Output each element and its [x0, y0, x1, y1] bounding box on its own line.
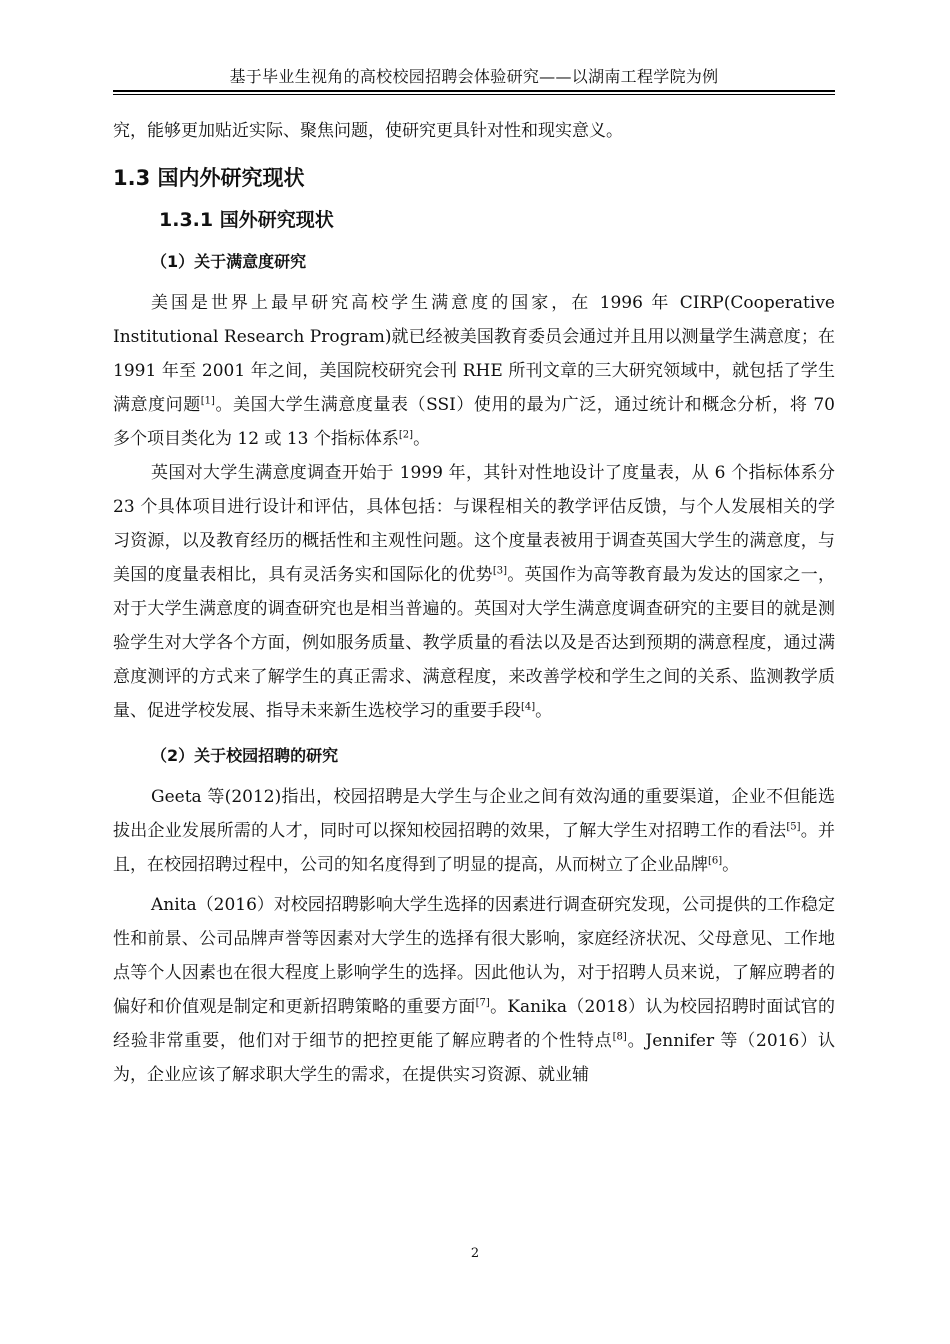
paragraph-text: 美国是世界上最早研究高校学生满意度的国家，在 1996 年 CIRP(Cooperative Institutional Research Program)就已经被美国教育委员会通过并且用以测量学生满意度；在 1991 年至 2001 年之间，美国院校研究会刊 RHE 所刊文章的三大研究领域中，就包括了学生满意度问题: [113, 293, 835, 415]
paragraph-text: 。并且，在校园招聘过程中，公司的知名度得到了明显的提高，从而树立了企业品牌: [113, 821, 836, 875]
paragraph-text: 英国对大学生满意度调查开始于 1999 年，其针对性地设计了度量表，从 6 个指标体系分 23 个具体项目进行设计和评估，具体包括：与课程相关的教学评估反馈，与个人发展相关的学习资源，以及教育经历的概括性和主观性问题。这个度量表被用于调查英国大学生的满意度，与美国的度量表相比，具有灵活务实和国际化的优势: [113, 463, 835, 585]
topic-heading-satisfaction: （1）关于满意度研究: [151, 252, 307, 271]
intro-paragraph: 究，能够更加贴近实际、聚焦问题，使研究更具针对性和现实意义。: [113, 121, 623, 141]
paragraph-text: 。: [535, 701, 553, 721]
citation-ref: [5]: [786, 821, 801, 833]
citation-ref: [7]: [475, 997, 490, 1009]
paragraph-text: 。英国作为高等教育最为发达的国家之一，对于大学生满意度的调查研究也是相当普遍的。英国对大学生满意度调查研究的主要目的就是测验学生对大学各个方面，例如服务质量、教学质量的看法以及是否达到预期的满意程度，通过满意度测评的方式来了解学生的真正需求、满意程度，来改善学校和学生之间的关系、监测教学质量、促进学校发展、指导未来新生选校学习的重要手段: [113, 565, 836, 721]
paragraph-text: 。: [413, 429, 431, 449]
page-header: 基于毕业生视角的高校校园招聘会体验研究——以湖南工程学院为例: [229, 67, 719, 86]
paragraph-text: 。Kanika（2018）认为校园招聘时面试官的经验非常重要，他们对于细节的把控更能了解应聘者的个性特点: [113, 997, 836, 1051]
topic-heading-campus-recruiting: （2）关于校园招聘的研究: [151, 746, 339, 765]
paragraph-us-satisfaction: [113, 286, 835, 456]
paragraph-text: Geeta 等(2012)指出，校园招聘是大学生与企业之间有效沟通的重要渠道，企业不但能选拔出企业发展所需的人才，同时可以探知校园招聘的效果，了解大学生对招聘工作的看法: [113, 787, 835, 841]
citation-ref: [6]: [708, 855, 723, 867]
citation-ref: [4]: [521, 701, 536, 713]
header-rule-thick: [113, 90, 835, 92]
subsection-heading-1-3-1: 1.3.1 国外研究现状: [159, 209, 334, 231]
page-number: 2: [470, 1246, 480, 1261]
paragraph-uk-satisfaction: [113, 456, 835, 728]
citation-ref: [1]: [200, 395, 215, 407]
page-body: [113, 114, 835, 1092]
paragraph-geeta: [113, 780, 835, 882]
paragraph-text: Anita（2016）对校园招聘影响大学生选择的因素进行调查研究发现，公司提供的工作稳定性和前景、公司品牌声誉等因素对大学生的选择有很大影响，家庭经济状况、父母意见、工作地点等个人因素也在很大程度上影响学生的选择。因此他认为，对于招聘人员来说，了解应聘者的偏好和价值观是制定和更新招聘策略的重要方面: [113, 895, 835, 1017]
paragraph-text: 。美国大学生满意度量表（SSI）使用的最为广泛，通过统计和概念分析，将 70 多个项目类化为 12 或 13 个指标体系: [113, 395, 835, 449]
paragraph-anita: [113, 888, 835, 1092]
paragraph-text: 。Jennifer 等（2016）认为，企业应该了解求职大学生的需求，在提供实习资源、就业辅: [113, 1031, 836, 1085]
header-rule-thin: [113, 94, 835, 95]
citation-ref: [3]: [492, 565, 507, 577]
citation-ref: [8]: [612, 1031, 627, 1043]
paragraph-text: 。: [722, 855, 740, 875]
citation-ref: [2]: [398, 429, 414, 441]
section-heading-1-3: 1.3 国内外研究现状: [113, 166, 305, 190]
